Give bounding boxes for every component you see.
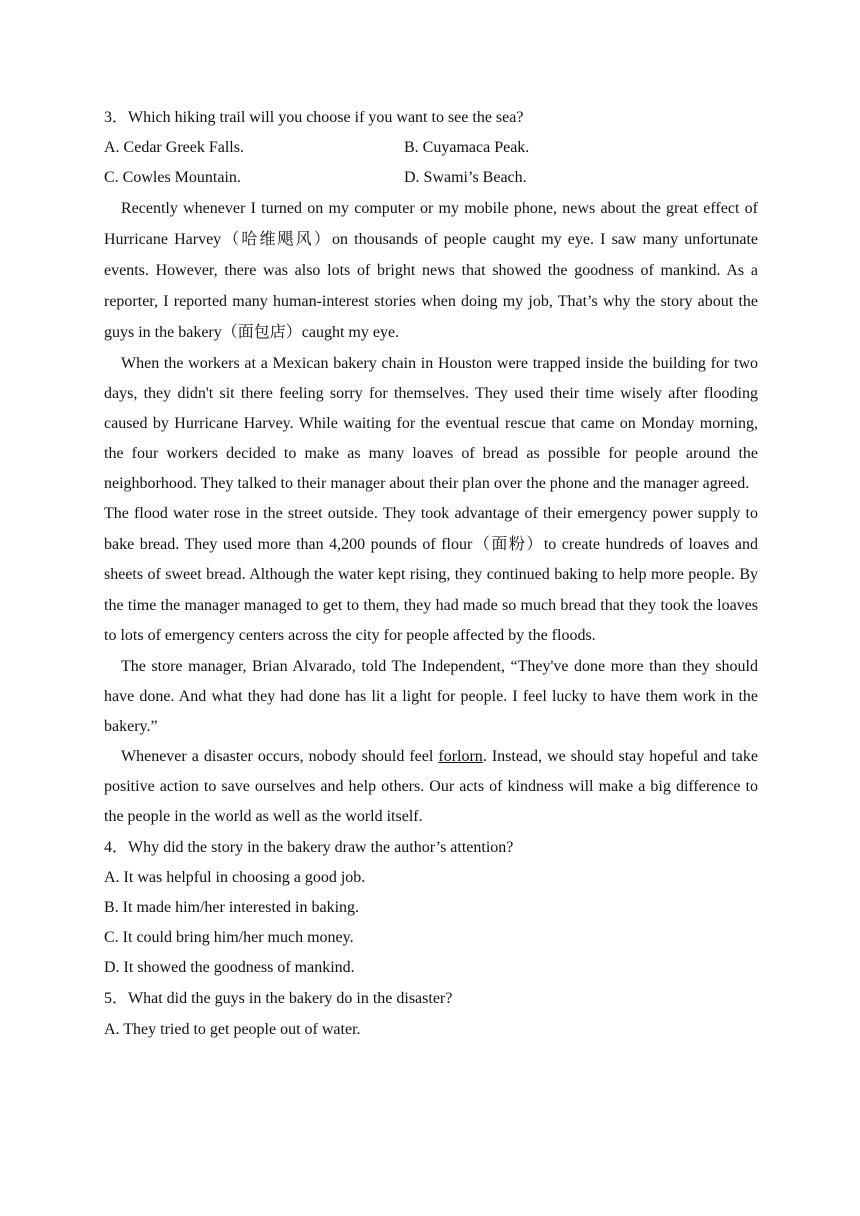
question-4-option-d: D. It showed the goodness of mankind. xyxy=(104,958,355,976)
question-4-option-a: A. It was helpful in choosing a good job. xyxy=(104,868,366,886)
paragraph-5-text-after: . Instead, we should stay hopeful and take positive action to save ourselves and help others. Our acts of kindness will make a big difference to the people in the world as well as the world itself. xyxy=(104,747,758,825)
question-3-option-c: C. Cowles Mountain. xyxy=(104,169,241,186)
question-3-option-d: D. Swami’s Beach. xyxy=(404,169,527,186)
question-4-stem: 4．Why did the story in the bakery draw the author’s attention? xyxy=(104,838,514,856)
passage-paragraph-2: When the workers at a Mexican bakery chain in Houston were trapped inside the building for two days, they didn't sit there feeling sorry for themselves. They used their time wisely after flooding caused by Hurricane Harvey. While waiting for the eventual rescue that came on Monday morning, the four workers decided to make as many loaves of bread as possible for people around the neighborhood. They talked to their manager about their plan over the phone and the manager agreed. xyxy=(104,355,758,492)
document-content xyxy=(104,103,758,1045)
question-3-options-row-1 xyxy=(104,133,758,163)
passage-paragraph-5 xyxy=(104,742,758,832)
passage-paragraph-4: The store manager, Brian Alvarado, told The Independent, “They've done more than they should have done. And what they had done has lit a light for people. I feel lucky to have them work in the bakery.” xyxy=(104,657,758,735)
underlined-word-forlorn: forlorn xyxy=(438,747,483,765)
question-3-options-row-2 xyxy=(104,163,758,193)
question-5-stem: 5．What did the guys in the bakery do in the disaster? xyxy=(104,989,453,1007)
question-3-option-b: B. Cuyamaca Peak. xyxy=(404,139,530,156)
passage-paragraph-3: The flood water rose in the street outside. They took advantage of their emergency power supply to bake bread. They used more than 4,200 pounds of flour（面粉）to create hundreds of loaves and sheets of sweet bread. Although the water kept rising, they continued baking to help more people. By the time the manager managed to get to them, they had made so much bread that they took the loaves to lots of emergency centers across the city for people affected by the floods. xyxy=(104,505,758,645)
question-4-option-b: B. It made him/her interested in baking. xyxy=(104,898,360,916)
question-3-option-a: A. Cedar Greek Falls. xyxy=(104,139,244,156)
passage-paragraph-1: Recently whenever I turned on my computer or my mobile phone, news about the great effect of Hurricane Harvey（哈维飓风）on thousands of people caught my eye. I saw many unfortunate events. However, there was also lots of bright news that showed the goodness of mankind. As a reporter, I reported many human-interest stories when doing my job, That’s why the story about the guys in the bakery（面包店）caught my eye. xyxy=(104,200,758,341)
paragraph-5-text-before: Whenever a disaster occurs, nobody should feel xyxy=(121,747,439,765)
question-5-option-a: A. They tried to get people out of water. xyxy=(104,1020,361,1038)
question-4-option-c: C. It could bring him/her much money. xyxy=(104,928,354,946)
question-3-stem: 3．Which hiking trail will you choose if you want to see the sea? xyxy=(104,109,524,126)
